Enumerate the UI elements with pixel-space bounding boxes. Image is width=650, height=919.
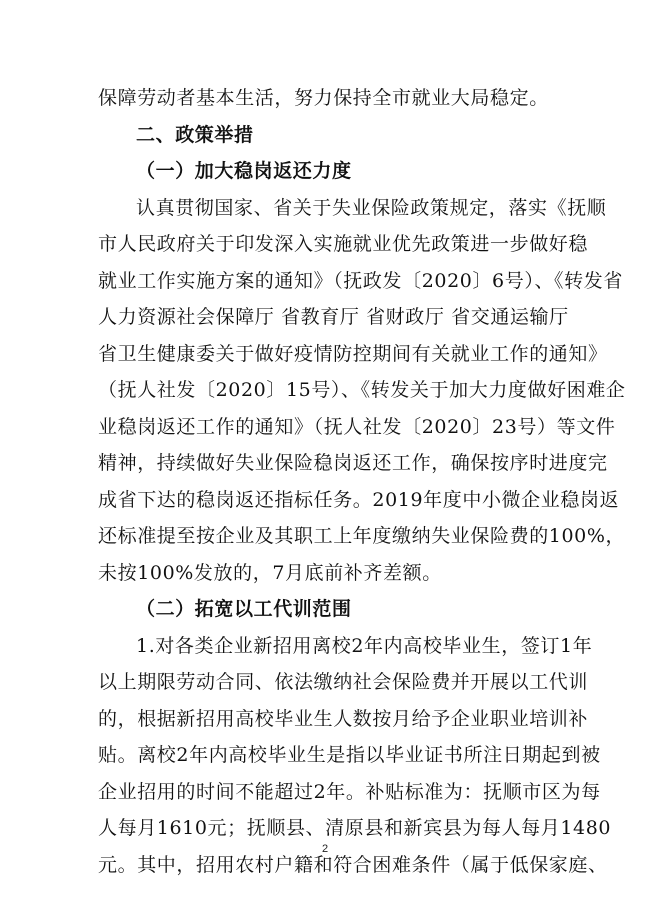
paragraph-line: 还标准提至按企业及其职工上年度缴纳失业保险费的100%， <box>98 525 626 547</box>
paragraph-line: （抚人社发〔2020〕15号）、《转发关于加大力度做好困难企 <box>98 379 626 401</box>
paragraph-line: 以上期限劳动合同、依法缴纳社会保险费并开展以工代训 <box>98 671 589 693</box>
paragraph-line: 人力资源社会保障厅 省教育厅 省财政厅 省交通运输厅 <box>98 306 569 328</box>
paragraph-line: 元。其中，招用农村户籍和符合困难条件（属于低保家庭、 <box>98 853 608 876</box>
paragraph-line: 未按100%发放的，7月底前补齐差额。 <box>98 561 442 584</box>
paragraph-line: 1.对各类企业新招用离校2年内高校毕业生，签订1年 <box>136 634 593 657</box>
paragraph-line: 保障劳动者基本生活，努力保持全市就业大局稳定。 <box>98 87 549 109</box>
paragraph-line: 就业工作实施方案的通知》（抚政发〔2020〕6号）、《转发省 <box>98 269 623 292</box>
subsection-heading: （一）加大稳岗返还力度 <box>136 160 352 182</box>
paragraph-line: 企业招用的时间不能超过2年。补贴标准为：抚顺市区为每 <box>98 780 601 803</box>
paragraph-line: 认真贯彻国家、省关于失业保险政策规定，落实《抚顺 <box>136 196 607 219</box>
section-heading: 二、政策举措 <box>136 123 254 146</box>
paragraph-line: 成省下达的稳岗返还指标任务。2019年度中小微企业稳岗返 <box>98 488 620 511</box>
subsection-heading: （二）拓宽以工代训范围 <box>136 598 352 620</box>
document-body <box>98 80 626 883</box>
paragraph-line: 人每月1610元；抚顺县、清原县和新宾县为每人每月1480 <box>98 817 612 839</box>
page-number: 2 <box>321 843 329 855</box>
paragraph-line: 业稳岗返还工作的通知》（抚人社发〔2020〕23号）等文件 <box>98 415 616 438</box>
paragraph-line: 市人民政府关于印发深入实施就业优先政策进一步做好稳 <box>98 233 589 255</box>
paragraph-line: 省卫生健康委关于做好疫情防控期间有关就业工作的通知》 <box>98 342 608 365</box>
paragraph-line: 贴。离校2年内高校毕业生是指以毕业证书所注日期起到被 <box>98 744 601 766</box>
paragraph-line: 的，根据新招用高校毕业生人数按月给予企业职业培训补 <box>98 707 589 730</box>
paragraph-line: 精神，持续做好失业保险稳岗返还工作，确保按序时进度完 <box>98 452 608 474</box>
